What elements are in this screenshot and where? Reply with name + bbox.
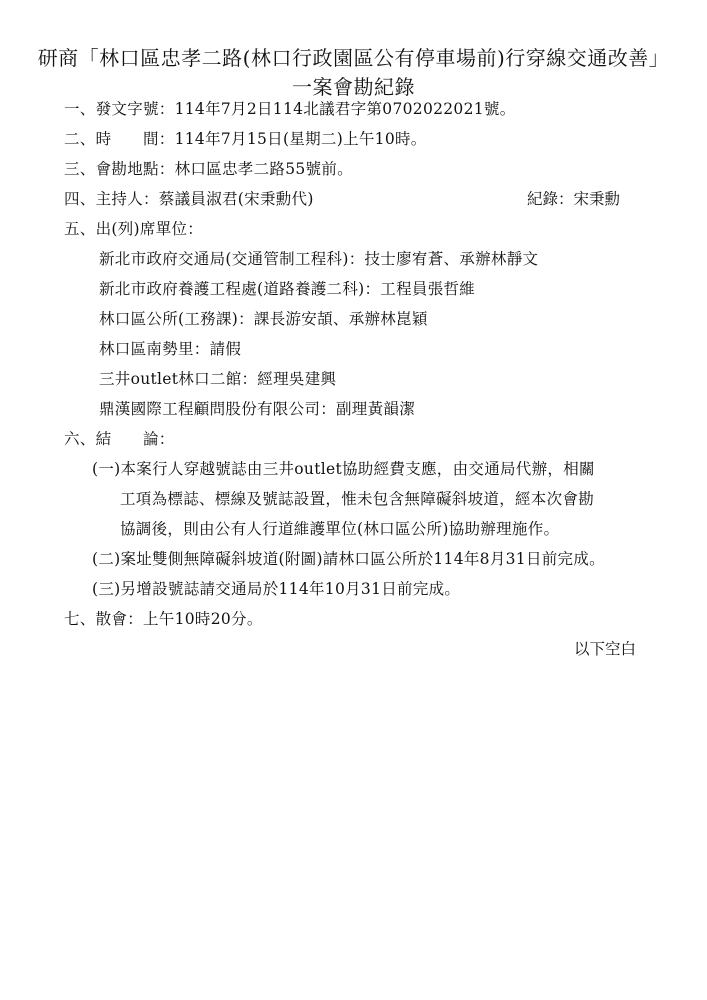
conclusion-heading: 六、結 論： (64, 430, 175, 448)
conclusion-1-line-1: (一)本案行人穿越號誌由三井outlet協助經費支應，由交通局代辦，相關 (92, 460, 595, 478)
conclusion-1-line-3: 協調後，則由公有人行道維護單位(林口區公所)協助辦理施作。 (120, 520, 560, 538)
attendee-item: 林口區公所(工務課)：課長游安頡、承辦林崑穎 (99, 310, 428, 328)
adjourn-line: 七、散會：上午10時20分。 (64, 610, 263, 628)
recorder-line: 紀錄：宋秉勳 (527, 190, 621, 208)
document-title-line2: 一案會勘紀錄 (292, 75, 415, 99)
attendee-item: 三井outlet林口二館：經理吳建興 (99, 370, 337, 388)
attendees-heading: 五、出(列)席單位： (64, 220, 204, 238)
host-line: 四、主持人：蔡議員淑君(宋秉勳代) (64, 190, 314, 208)
attendee-item: 新北市政府交通局(交通管制工程科)：技士廖宥蒼、承辦林靜文 (99, 250, 539, 268)
conclusion-3-line: (三)另增設號誌請交通局於114年10月31日前完成。 (92, 580, 461, 598)
meeting-time-line: 二、時 間：114年7月15日(星期二)上午10時。 (64, 130, 427, 148)
meeting-place-line: 三、會勘地點：林口區忠孝二路55號前。 (64, 160, 353, 178)
attendee-item: 林口區南勢里：請假 (99, 340, 242, 358)
attendee-item: 鼎漢國際工程顧問股份有限公司：副理黃韻潔 (99, 400, 416, 418)
doc-number-line: 一、發文字號：114年7月2日114北議君字第0702022021號。 (64, 100, 516, 118)
end-note: 以下空白 (574, 640, 637, 658)
conclusion-1-line-2: 工項為標誌、標線及號誌設置，惟未包含無障礙斜坡道，經本次會勘 (120, 490, 595, 508)
document-title-line1: 研商「林口區忠孝二路(林口行政園區公有停車場前)行穿線交通改善」 (37, 46, 670, 70)
attendee-item: 新北市政府養護工程處(道路養護二科)：工程員張哲維 (99, 280, 476, 298)
conclusion-2-line: (二)案址雙側無障礙斜坡道(附圖)請林口區公所於114年8月31日前完成。 (92, 550, 605, 568)
